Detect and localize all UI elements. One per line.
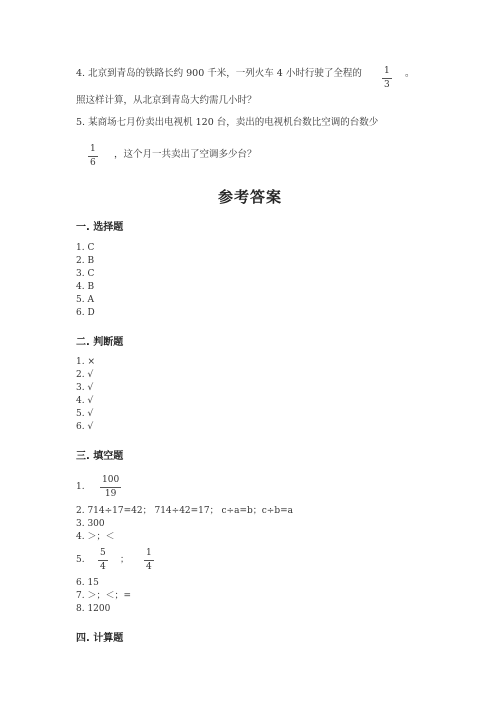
judge-answer-6: 6. √: [76, 422, 94, 432]
fraction-numerator: 1: [90, 144, 96, 154]
fill-answer-5-fraction-2: [144, 548, 154, 573]
question-4-line-1: 4. 北京到青岛的铁路长约 900 千米，一列火车 4 小时行驶了全程的: [76, 68, 362, 79]
question-4-fraction: [382, 66, 392, 91]
fraction-bar: [144, 560, 154, 561]
fraction-denominator: 3: [384, 80, 390, 90]
fill-answer-3: 3. 300: [76, 519, 105, 529]
fraction-bar: [100, 487, 121, 488]
fraction-numerator: 5: [100, 548, 106, 558]
judge-answer-5: 5. √: [76, 409, 94, 419]
fill-answer-6: 6. 15: [76, 578, 99, 588]
fill-answer-2: 2. 714÷17=42； 714÷42=17； c÷a=b；c÷b=a: [76, 506, 293, 516]
choice-answer-5: 5. A: [76, 295, 94, 305]
fill-answer-5-fraction-1: [98, 548, 108, 573]
fraction-denominator: 4: [146, 562, 152, 572]
fraction-bar: [98, 560, 108, 561]
section-heading-calc: 四. 计算题: [76, 633, 124, 644]
fraction-bar: [382, 78, 392, 79]
judge-answer-1: 1. ×: [76, 357, 95, 367]
choice-answer-6: 6. D: [76, 308, 95, 318]
fraction-numerator: 1: [146, 548, 152, 558]
choice-answer-3: 3. C: [76, 269, 95, 279]
question-4-end-mark: 。: [405, 68, 415, 79]
question-5-line-2: ，这个月一共卖出了空调多少台？: [114, 149, 257, 160]
choice-answer-1: 1. C: [76, 243, 95, 253]
fill-answer-5-separator: ；: [120, 555, 130, 565]
fraction-numerator: 1: [384, 66, 390, 76]
fill-answer-1-fraction: [100, 475, 121, 500]
fill-answer-8: 8. 1200: [76, 604, 111, 614]
question-5-line-1: 5. 某商场七月份卖出电视机 120 台，卖出的电视机台数比空调的台数少: [76, 117, 379, 128]
section-heading-fill: 三. 填空题: [76, 451, 124, 462]
judge-answer-2: 2. √: [76, 370, 94, 380]
fraction-bar: [88, 156, 98, 157]
answer-title: 参考答案: [217, 188, 282, 206]
fraction-denominator: 19: [104, 489, 117, 499]
judge-answer-3: 3. √: [76, 383, 94, 393]
fill-answer-5-label: 5.: [76, 555, 85, 565]
fill-answer-7: 7. ＞；＜；=: [76, 591, 131, 601]
question-4-line-2: 照这样计算，从北京到青岛大约需几小时？: [76, 95, 257, 106]
judge-answer-4: 4. √: [76, 396, 94, 406]
section-heading-judge: 二. 判断题: [76, 337, 124, 348]
choice-answer-4: 4. B: [76, 282, 95, 292]
section-heading-choice: 一. 选择题: [76, 222, 124, 233]
question-5-fraction: [88, 144, 98, 169]
fill-answer-1-label: 1.: [76, 482, 85, 492]
fill-answer-4: 4. ＞；＜: [76, 532, 115, 542]
fraction-denominator: 6: [90, 158, 96, 168]
choice-answer-2: 2. B: [76, 256, 95, 266]
fraction-numerator: 100: [102, 475, 120, 485]
fraction-denominator: 4: [100, 562, 106, 572]
